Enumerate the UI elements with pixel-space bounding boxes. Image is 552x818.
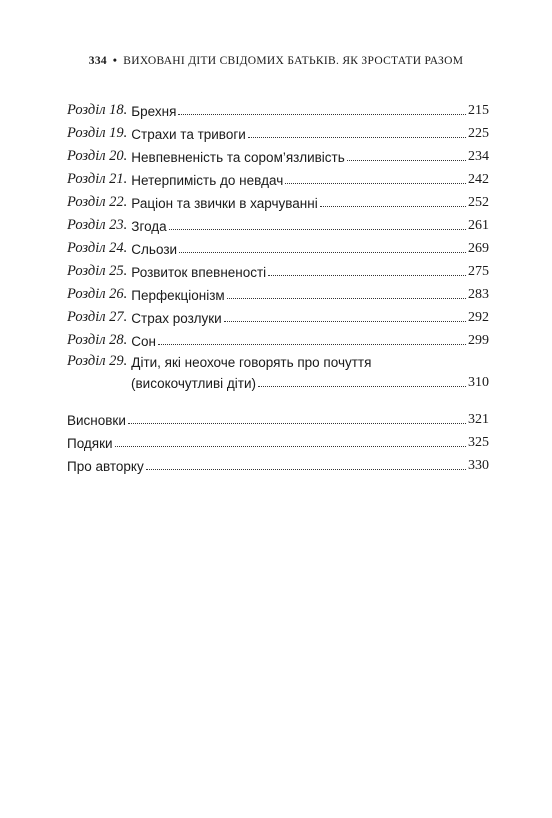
- toc-entry-chapter-25[interactable]: [67, 257, 489, 280]
- chapter-label: Розділ 29.: [67, 353, 128, 369]
- chapter-label: Розділ 28.: [67, 332, 128, 348]
- chapter-label: Розділ 20.: [67, 148, 128, 164]
- back-matter-page: 330: [468, 458, 489, 473]
- header-bullet: •: [112, 55, 118, 67]
- chapter-title: Сон: [131, 334, 157, 349]
- dot-leader: [285, 183, 466, 184]
- toc-entry-chapter-19[interactable]: [67, 119, 489, 142]
- dot-leader: [146, 469, 466, 470]
- toc-entry-conclusions[interactable]: [67, 405, 489, 428]
- toc-entry-acknowledgements[interactable]: [67, 428, 489, 451]
- chapter-page: 234: [468, 149, 489, 164]
- toc-entry-chapter-28[interactable]: [67, 326, 489, 349]
- dot-leader: [158, 344, 466, 345]
- back-matter-page: 321: [468, 412, 489, 427]
- back-matter-title: Про авторку: [67, 459, 144, 474]
- chapter-label: Розділ 21.: [67, 171, 128, 187]
- chapter-title-line-1: Діти, які неохоче говорять про почуття: [131, 355, 372, 370]
- chapter-label: Розділ 23.: [67, 217, 128, 233]
- dot-leader: [115, 446, 466, 447]
- toc-entry-chapter-23[interactable]: [67, 211, 489, 234]
- chapter-title: Розвиток впевненості: [131, 265, 267, 280]
- chapter-label: Розділ 22.: [67, 194, 128, 210]
- chapter-page: 299: [468, 333, 489, 348]
- dot-leader: [268, 275, 466, 276]
- chapter-title: Невпевненість та сором’язливість: [131, 150, 345, 165]
- chapter-title-line-2: (високочутливі діти): [131, 376, 256, 391]
- dot-leader: [347, 160, 466, 161]
- toc-entry-chapter-27[interactable]: [67, 303, 489, 326]
- chapter-label: Розділ 18.: [67, 102, 128, 118]
- chapter-page: 261: [468, 218, 489, 233]
- page-number: 334: [88, 55, 107, 67]
- table-of-contents: [67, 96, 489, 474]
- chapter-label: Розділ 19.: [67, 125, 128, 141]
- toc-entry-chapter-29[interactable]: [67, 349, 489, 391]
- toc-entry-chapter-22[interactable]: [67, 188, 489, 211]
- toc-entry-chapter-26[interactable]: [67, 280, 489, 303]
- dot-leader: [178, 114, 466, 115]
- chapter-label: Розділ 26.: [67, 286, 128, 302]
- back-matter-title: Висновки: [67, 413, 126, 428]
- chapter-page: 215: [468, 103, 489, 118]
- dot-leader: [169, 229, 466, 230]
- dot-leader: [248, 137, 466, 138]
- chapter-title: Перфекціонізм: [131, 288, 225, 303]
- chapter-label: Розділ 27.: [67, 309, 128, 325]
- chapter-label: Розділ 25.: [67, 263, 128, 279]
- chapter-title: Згода: [131, 219, 167, 234]
- chapter-page: 242: [468, 172, 489, 187]
- running-head: [0, 55, 552, 67]
- toc-entry-chapter-21[interactable]: [67, 165, 489, 188]
- chapter-title: Страхи та тривоги: [131, 127, 246, 142]
- back-matter-page: 325: [468, 435, 489, 450]
- chapter-title: Нетерпимість до невдач: [131, 173, 284, 188]
- dot-leader: [320, 206, 466, 207]
- dot-leader: [224, 321, 466, 322]
- chapter-page: 252: [468, 195, 489, 210]
- chapter-title: Страх розлуки: [131, 311, 222, 326]
- toc-entry-chapter-24[interactable]: [67, 234, 489, 257]
- chapter-title: Сльози: [131, 242, 178, 257]
- chapter-page: 275: [468, 264, 489, 279]
- toc-entry-chapter-20[interactable]: [67, 142, 489, 165]
- dot-leader: [227, 298, 466, 299]
- chapter-label: Розділ 24.: [67, 240, 128, 256]
- chapter-page: 225: [468, 126, 489, 141]
- dot-leader: [128, 423, 466, 424]
- dot-leader: [179, 252, 466, 253]
- book-title: ВИХОВАНІ ДІТИ СВІДОМИХ БАТЬКІВ. ЯК ЗРОСТАТИ РАЗОМ: [123, 55, 464, 67]
- chapter-title: Раціон та звички в харчуванні: [131, 196, 318, 211]
- section-spacer: [67, 391, 489, 405]
- chapter-title: Брехня: [131, 104, 177, 119]
- chapter-29-line-1: [67, 349, 489, 370]
- dot-leader: [258, 386, 466, 387]
- chapter-page: 269: [468, 241, 489, 256]
- chapter-page: 310: [468, 375, 489, 390]
- chapter-29-line-2: [67, 370, 489, 391]
- chapter-page: 283: [468, 287, 489, 302]
- chapter-page: 292: [468, 310, 489, 325]
- toc-entry-about-author[interactable]: [67, 451, 489, 474]
- back-matter-title: Подяки: [67, 436, 113, 451]
- toc-entry-chapter-18[interactable]: [67, 96, 489, 119]
